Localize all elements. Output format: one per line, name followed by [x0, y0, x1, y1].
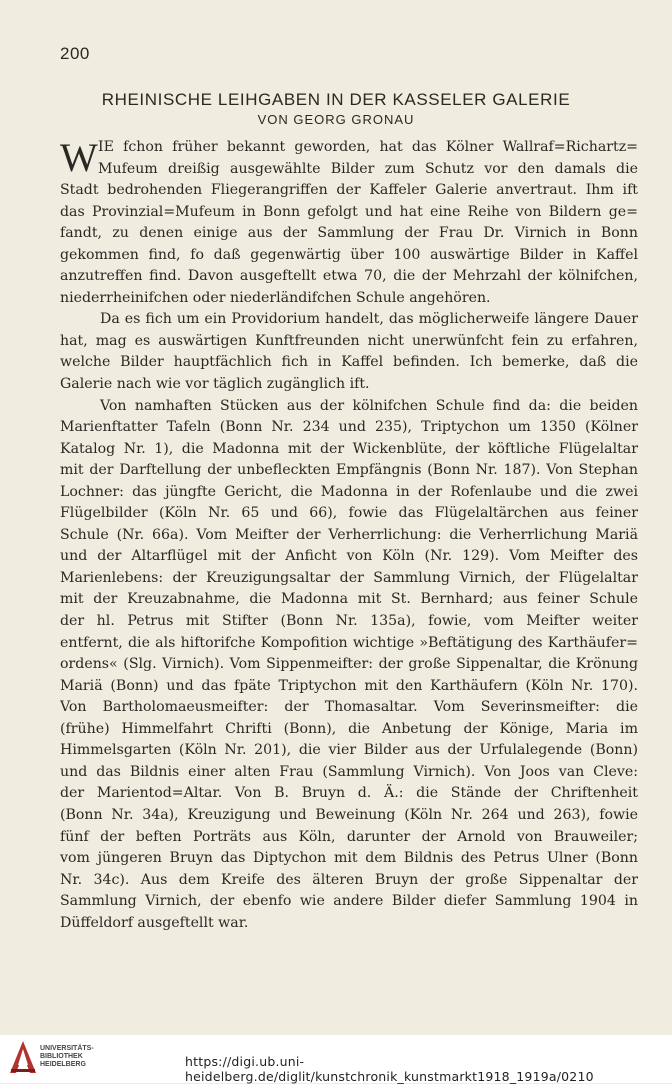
text-line: der Marientod=Altar. Von B. Bruyn d. Ä.: die Stände der Chriftenheit — [60, 785, 638, 802]
text-line: Marienftatter Tafeln (Bonn Nr. 234 und 235), Triptychon um 1350 (Kölner — [60, 419, 638, 436]
source-url-link[interactable]: https://digi.ub.uni-heidelberg.de/diglit/kunstchronik_kunstmarkt1918_1919a/0210 — [185, 1054, 594, 1084]
university-library-logo-icon — [8, 1039, 38, 1075]
text-line: Nr. 34c). Aus dem Kreife des älteren Bruyn der große Sippenaltar der — [60, 871, 638, 888]
text-line: Flügelbilder (Köln Nr. 65 und 66), fowie das Flügelaltärchen aus feiner — [60, 505, 638, 522]
text-line: Von namhaften Stücken aus der kölnifchen Schule find da: die beiden — [100, 397, 638, 414]
library-name: UNIVERSITÄTS- BIBLIOTHEK HEIDELBERG — [40, 1045, 94, 1068]
article-title: RHEINISCHE LEIHGABEN IN DER KASSELER GALERIE — [101, 90, 571, 109]
text-line: Galerie nach wie vor täglich zugänglich ift. — [60, 376, 370, 393]
text-line: Sammlung Virnich, der ebenfo wie andere Bilder diefer Sammlung 1904 in — [60, 893, 638, 910]
text-line: mit der Kreuzabnahme, die Madonna mit St. Bernhard; aus feiner Schule — [60, 591, 638, 608]
text-line: Von Bartholomaeusmeifter: der Thomasaltar. Vom Severinsmeifter: die — [60, 699, 638, 716]
article-body — [60, 137, 638, 934]
text-line: der hl. Petrus mit Stifter (Bonn Nr. 135a), fowie, vom Meifter weiter — [60, 613, 638, 630]
text-line: Himmelsgarten (Köln Nr. 201), die vier Bilder aus der Urfulalegende (Bonn) — [60, 742, 638, 759]
drop-cap: W — [60, 135, 97, 180]
text-line: Marienlebens: der Kreuzigungsaltar der Sammlung Virnich, der Flügelaltar — [60, 569, 638, 586]
text-line: Da es fich um ein Providorium handelt, das möglicherweife längere Dauer — [100, 311, 638, 328]
text-line: fandt, zu denen einige aus der Sammlung der Frau Dr. Virnich in Bonn — [60, 225, 638, 242]
text-line: und der Altarflügel mit der Anficht von Köln (Nr. 129). Vom Meifter des — [60, 548, 638, 565]
text-line: und das Bildnis einer alten Frau (Sammlung Virnich). Von Joos van Cleve: — [60, 763, 638, 780]
text-line: hat, mag es auswärtigen Kunftfreunden nicht unerwünfcht fein zu erfahren, — [60, 332, 638, 349]
page-number: 200 — [60, 44, 90, 63]
text-line: Stadt bedrohenden Fliegerangriffen der Kaffeler Galerie anvertraut. Ihm ift — [60, 182, 638, 199]
text-line: gekommen find, fo daß gegenwärtig über 100 auswärtige Bilder in Kaffel — [60, 246, 638, 263]
text-line: entfernt, die als hiftorifche Kompofition wichtige »Beftätigung des Karthäufer= — [60, 634, 638, 651]
text-line: Lochner: das jüngfte Gericht, die Madonna in der Rofenlaube und die zwei — [60, 483, 638, 500]
text-line: mit der Darftellung der unbefleckten Empfängnis (Bonn Nr. 187). Von Stephan — [60, 462, 638, 479]
text-line: Schule (Nr. 66a). Vom Meifter der Verherrlichung: die Verherrlichung Mariä — [60, 526, 638, 543]
text-line: IE fchon früher bekannt geworden, hat das Kölner Wallraf=Richartz= — [98, 139, 638, 155]
text-line: vom jüngeren Bruyn das Diptychon mit dem Bildnis des Petrus Ulner (Bonn — [60, 850, 638, 867]
text-line: Mufeum dreißig ausgewählte Bilder zum Schutz vor den damals die — [98, 160, 638, 177]
text-line: anzutreffen find. Davon ausgeftellt etwa 70, die der Mehrzahl der kölnifchen, — [60, 268, 638, 285]
text-line: niederrheinifchen oder niederländifchen Schule angehören. — [60, 289, 491, 306]
text-line: (frühe) Himmelfahrt Chrifti (Bonn), die Anbetung der Könige, Maria im — [60, 720, 638, 737]
text-line: das Provinzial=Mufeum in Bonn gefolgt und hat eine Reihe von Bildern ge= — [60, 203, 638, 220]
text-line: Mariä (Bonn) und das fpäte Triptychon mit den Karthäufern (Köln Nr. 170). — [60, 677, 638, 694]
text-line: Katalog Nr. 1), die Madonna mit der Wickenblüte, der köftliche Flügelaltar — [60, 440, 638, 457]
text-line: Düffeldorf ausgeftellt war. — [60, 914, 249, 931]
text-line: fünf der beften Porträts aus Köln, darunter der Arnold von Brauweiler; — [60, 828, 638, 845]
text-line: (Bonn Nr. 34a), Kreuzigung und Beweinung (Köln Nr. 264 und 263), fowie — [60, 806, 638, 823]
text-line: welche Bilder hauptfächlich fich in Kaffel befinden. Ich bemerke, daß die — [60, 354, 638, 371]
text-line: ordens« (Slg. Virnich). Vom Sippenmeifter: der große Sippenaltar, die Krönung — [60, 656, 638, 673]
article-byline: VON GEORG GRONAU — [257, 112, 415, 127]
